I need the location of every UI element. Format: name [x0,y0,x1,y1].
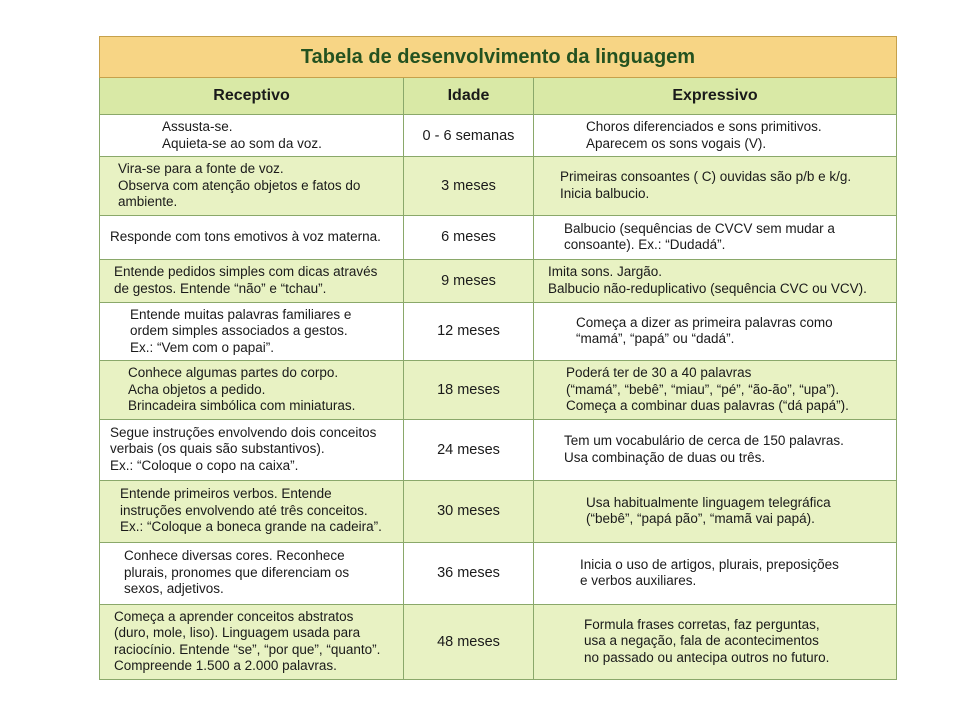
cell-idade [404,361,534,420]
cell-receptivo [100,157,404,216]
table-row [100,215,897,259]
cell-receptivo [100,361,404,420]
cell-idade [404,157,534,216]
title-row [100,37,897,78]
cell-receptivo [100,259,404,302]
cell-receptivo [100,419,404,480]
table-title: Tabela de desenvolvimento da linguagem [100,37,897,78]
cell-idade [404,480,534,542]
receptivo-text: Responde com tons emotivos à voz materna. [110,228,381,244]
cell-receptivo [100,480,404,542]
cell-expressivo [534,480,897,542]
expressivo-text: Poderá ter de 30 a 40 palavras (“mamá”, “bebê”, “miau”, “pé”, “ão-ão”, “upa”). Começa a combinar duas palavras (“dá papá”). [566,365,849,413]
cell-expressivo [534,302,897,361]
header-row [100,78,897,115]
cell-expressivo [534,157,897,216]
header-expressivo: Expressivo [534,78,897,115]
cell-receptivo [100,215,404,259]
idade-text: 48 meses [437,633,500,650]
idade-text: 30 meses [437,503,500,519]
cell-idade [404,604,534,679]
cell-receptivo [100,115,404,157]
expressivo-text: Imita sons. Jargão. Balbucio não-reduplicativo (sequência CVC ou VCV). [548,264,867,296]
header-receptivo: Receptivo [100,78,404,115]
receptivo-text: Vira-se para a fonte de voz. Observa com atenção objetos e fatos do ambiente. [118,161,361,209]
expressivo-text: Choros diferenciados e sons primitivos. Aparecem os sons vogais (V). [586,119,822,151]
idade-text: 24 meses [437,441,500,458]
cell-expressivo [534,361,897,420]
receptivo-text: Conhece diversas cores. Reconhece plurais, pronomes que diferenciam os sexos, adjetivos. [124,548,350,597]
cell-expressivo [534,542,897,604]
idade-text: 9 meses [441,272,496,289]
expressivo-text: Formula frases corretas, faz perguntas, usa a negação, fala de acontecimentos no passado ou antecipa outros no futuro. [584,616,830,665]
cell-expressivo [534,419,897,480]
receptivo-text: Assusta-se. Aquieta-se ao som da voz. [162,119,322,151]
idade-text: 6 meses [441,229,496,245]
cell-idade [404,419,534,480]
idade-text: 18 meses [437,381,500,398]
receptivo-text: Entende primeiros verbos. Entende instruções envolvendo até três conceitos. Ex.: “Coloque a boneca grande na cadeira”. [120,486,382,535]
cell-expressivo [534,259,897,302]
cell-idade [404,542,534,604]
cell-expressivo [534,115,897,157]
development-table [99,36,897,680]
receptivo-text: Entende pedidos simples com dicas através de gestos. Entende “não” e “tchau”. [114,264,378,296]
expressivo-text: Começa a dizer as primeira palavras como “mamá”, “papá” ou “dadá”. [576,314,833,347]
cell-receptivo [100,604,404,679]
table-row [100,419,897,480]
table-row [100,157,897,216]
cell-receptivo [100,542,404,604]
receptivo-text: Entende muitas palavras familiares e ordem simples associados a gestos. Ex.: “Vem com o papai”. [130,306,352,355]
table-row [100,480,897,542]
receptivo-text: Segue instruções envolvendo dois conceitos verbais (os quais são substantivos). Ex.: “Coloque o copo na caixa”. [110,424,377,473]
table-row [100,302,897,361]
idade-text: 36 meses [437,565,500,581]
table-row [100,259,897,302]
idade-text: 3 meses [441,177,496,194]
expressivo-text: Usa habitualmente linguagem telegráfica (“bebê”, “papá pão”, “mamã vai papá). [586,494,831,526]
expressivo-text: Primeiras consoantes ( C) ouvidas são p/b e k/g. Inicia balbucio. [560,169,852,201]
cell-idade [404,302,534,361]
idade-text: 12 meses [437,323,500,340]
expressivo-text: Balbucio (sequências de CVCV sem mudar a consoante). Ex.: “Dudadá”. [564,220,835,252]
idade-text: 0 - 6 semanas [422,127,515,144]
table-row [100,115,897,157]
cell-expressivo [534,604,897,679]
table-row [100,542,897,604]
cell-receptivo [100,302,404,361]
expressivo-text: Inicia o uso de artigos, plurais, preposições e verbos auxiliares. [580,556,839,588]
receptivo-text: Conhece algumas partes do corpo. Acha objetos a pedido. Brincadeira simbólica com miniaturas. [128,365,356,413]
expressivo-text: Tem um vocabulário de cerca de 150 palavras. Usa combinação de duas ou três. [564,433,844,465]
cell-expressivo [534,215,897,259]
cell-idade [404,259,534,302]
table-row [100,361,897,420]
receptivo-text: Começa a aprender conceitos abstratos (duro, mole, liso). Linguagem usada para raciocínio. Entende “se”, “por que”, “quanto”. Compreende 1.500 a 2.000 palavras. [114,608,381,673]
cell-idade [404,115,534,157]
table-row [100,604,897,679]
header-idade: Idade [404,78,534,115]
cell-idade [404,215,534,259]
